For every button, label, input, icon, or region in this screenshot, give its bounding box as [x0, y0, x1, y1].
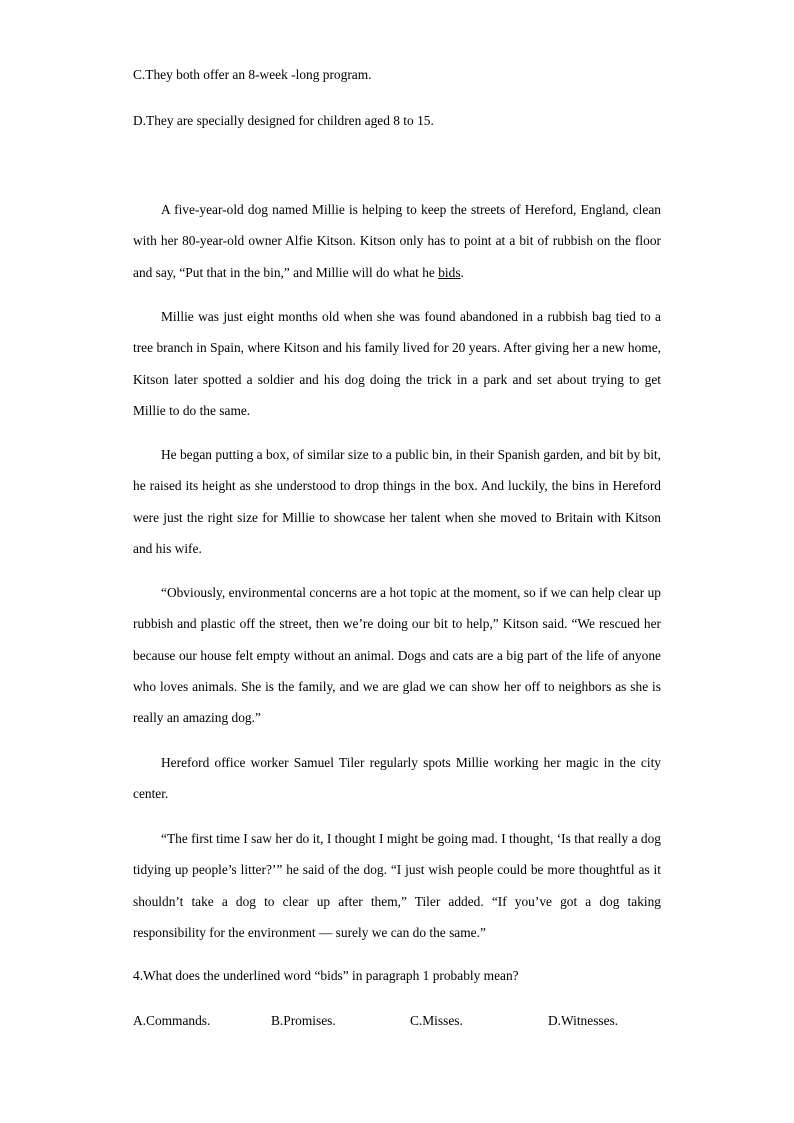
passage-paragraph-4: “Obviously, environmental concerns are a hot topic at the moment, so if we can help clear up rubbish and plastic off the street, then we’re doing our bit to help,” Kitson said. “We rescued her because our house felt empty without an animal. Dogs and cats are a big part of the life of anyone who loves animals. She is the family, and we are glad we can show her off to neighbors as she is really an amazing dog.” [133, 585, 661, 726]
question-4-text: 4.What does the underlined word “bids” in paragraph 1 probably mean? [133, 968, 519, 983]
answer-option-a[interactable]: A.Commands. [133, 1013, 211, 1028]
passage-paragraph-3: He began putting a box, of similar size to a public bin, in their Spanish garden, and bit by bit, he raised its height as she understood to drop things in the box. And luckily, the bins in Hereford were just the right size for Millie to showcase her talent when she moved to Britain with Kitson and his wife. [133, 447, 661, 556]
answer-option-b[interactable]: B.Promises. [271, 1013, 336, 1028]
answer-option-c[interactable]: C.Misses. [410, 1013, 463, 1028]
passage-paragraph-5: Hereford office worker Samuel Tiler regularly spots Millie working her magic in the city center. [133, 755, 661, 802]
underlined-word-bids: bids [438, 264, 461, 280]
passage-paragraph-6: “The first time I saw her do it, I thought I might be going mad. I thought, ‘Is that really a dog tidying up people’s litter?’” he said of the dog. “I just wish people could be more thoughtful as it shouldn’t take a dog to clear up after them,” Tiler added. “If you’ve got a dog taking responsibility for the environment — surely we can do the same.” [133, 831, 661, 940]
passage-paragraph-2: Millie was just eight months old when she was found abandoned in a rubbish bag tied to a tree branch in Spain, where Kitson and his family lived for 20 years. After giving her a new home, Kitson later spotted a soldier and his dog doing the trick in a park and set about trying to get Millie to do the same. [133, 309, 661, 418]
previous-option-d: D.They are specially designed for children aged 8 to 15. [133, 113, 434, 128]
paragraph-1-end: . [460, 264, 464, 280]
answer-option-d[interactable]: D.Witnesses. [548, 1013, 619, 1028]
previous-option-c: C.They both offer an 8-week -long program. [133, 67, 372, 82]
paragraph-1-text: A five-year-old dog named Millie is helping to keep the streets of Hereford, England, clean with her 80-year-old owner Alfie Kitson. Kitson only has to point at a bit of rubbish on the floor and say, “Put that in the bin,” and Millie will do what he [133, 202, 661, 280]
passage-paragraph-1 [133, 194, 661, 288]
